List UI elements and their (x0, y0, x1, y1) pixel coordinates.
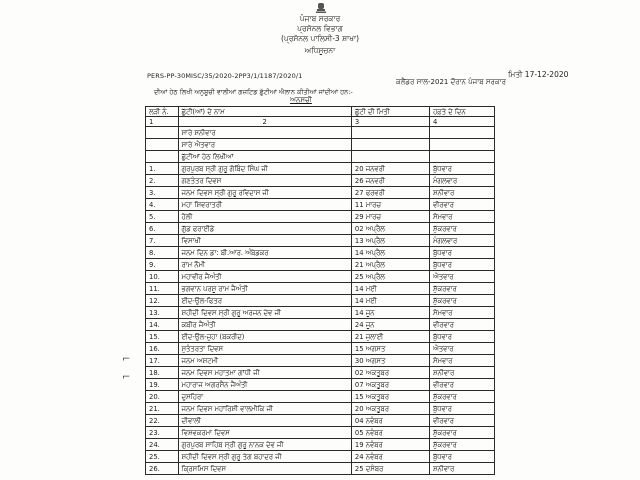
table-row (146, 283, 495, 295)
column-header-serial: ਲੜੀ ਨੰ. (146, 107, 179, 117)
holiday-name-cell: ਕ੍ਰਿਸਮਿਸ ਦਿਵਸ (178, 463, 351, 475)
government-emblem-icon (314, 2, 328, 14)
weekday-cell: ਮੰਗਲਵਾਰ (429, 175, 494, 187)
holiday-name-cell: ਗੁਰਪੁਰਬ ਸਾਹਿਬ ਸ੍ਰੀ ਗੁਰੂ ਨਾਨਕ ਦੇਵ ਜੀ (178, 439, 351, 451)
holiday-name-cell: ਜਨਮ ਅਸ਼ਟਮੀ (178, 355, 351, 367)
holiday-date-cell: 04 ਨਵੰਬਰ (351, 415, 429, 427)
table-row (146, 271, 495, 283)
weekday-cell: ਸ਼ੁੱਕਰਵਾਰ (429, 391, 494, 403)
holiday-date-cell: 30 ਅਗਸਤ (351, 355, 429, 367)
table-row (146, 319, 495, 331)
holiday-name-cell: ਕਬੀਰ ਜੈਅੰਤੀ (178, 319, 351, 331)
holiday-name-cell: ਜਨਮ ਦਿਵਸ ਮਹਾਂਰਿਸ਼ੀ ਵਾਲਮੀਕਿ ਜੀ (178, 403, 351, 415)
serial-cell: 11. (146, 283, 179, 295)
serial-cell: 13. (146, 307, 179, 319)
holiday-name-cell: ਦੁਸਹਿਰਾ (178, 391, 351, 403)
holiday-date-cell: 27 ਫਰਵਰੀ (351, 187, 429, 199)
holiday-name-cell: ਸੁਤੰਤਰਤਾ ਦਿਵਸ (178, 343, 351, 355)
serial-cell: 17. (146, 355, 179, 367)
holiday-date-cell: 02 ਅਪ੍ਰੈਲ (351, 223, 429, 235)
serial-cell: 2. (146, 175, 179, 187)
weekday-cell: ਸ਼ਨੀਵਾਰ (429, 463, 494, 475)
holiday-name-cell: ਵਿਸਾਖੀ (178, 235, 351, 247)
weekday-cell: ਐਤਵਾਰ (429, 343, 494, 355)
serial-cell: 1. (146, 163, 179, 175)
holiday-name-cell: ਸ਼ਹੀਦੀ ਦਿਵਸ ਸ੍ਰੀ ਗੁਰੂ ਤੇਗ ਬਹਾਦਰ ਜੀ (178, 451, 351, 463)
table-header-row (146, 107, 495, 117)
holiday-date-cell: 24 ਜੂਨ (351, 319, 429, 331)
holiday-table (145, 106, 495, 475)
holiday-date-cell: 07 ਅਕਤੂਬਰ (351, 379, 429, 391)
holiday-date-cell: 24 ਨਵੰਬਰ (351, 451, 429, 463)
holiday-date-cell: 29 ਮਾਰਚ (351, 211, 429, 223)
table-row (146, 223, 495, 235)
serial-cell: 16. (146, 343, 179, 355)
note-holidays-below: ਛੁੱਟੀਆਂ ਹੇਠ ਲਿਖੀਆਂ (178, 151, 351, 163)
weekday-cell: ਬੁੱਧਵਾਰ (429, 163, 494, 175)
table-row (146, 175, 495, 187)
weekday-cell: ਬੁੱਧਵਾਰ (429, 259, 494, 271)
weekday-cell: ਬੁੱਧਵਾਰ (429, 451, 494, 463)
serial-cell: 12. (146, 295, 179, 307)
header-notification: ਅਧਿਸੂਚਨਾ (304, 46, 336, 55)
holiday-date-cell: 15 ਅਕਤੂਬਰ (351, 391, 429, 403)
table-row (146, 187, 495, 199)
holiday-date-cell: 02 ਅਕਤੂਬਰ (351, 367, 429, 379)
weekday-cell: ਸੋਮਵਾਰ (429, 211, 494, 223)
holiday-name-cell: ਵਿਸ਼ਵਕਰਮਾ ਦਿਵਸ (178, 427, 351, 439)
weekday-cell: ਸ਼ੁੱਕਰਵਾਰ (429, 427, 494, 439)
holiday-name-cell: ਮਹਾਵੀਰ ਜੈਅੰਤੀ (178, 271, 351, 283)
header-department: ਪ੍ਰਸੋਨਲ ਵਿਭਾਗ (297, 24, 343, 33)
table-row (146, 451, 495, 463)
table-row (146, 379, 495, 391)
weekday-cell: ਬੁੱਧਵਾਰ (429, 331, 494, 343)
column-header-date: ਛੁੱਟੀ ਦੀ ਮਿਤੀ (351, 107, 429, 117)
serial-cell: 3. (146, 187, 179, 199)
serial-cell: 15. (146, 331, 179, 343)
holiday-date-cell: 05 ਨਵੰਬਰ (351, 427, 429, 439)
subtitle: ਦੀਆਂ ਹੇਠ ਲਿਖੀ ਅਨੁਸੂਚੀ ਵਾਲੀਆਂ ਗਜ਼ਟਿਡ ਛੁੱਟੀਆਂ ਐਲਾਨ ਕੀਤੀਆਂ ਜਾਂਦੀਆਂ ਹਨ:- (154, 88, 353, 96)
holiday-date-cell: 21 ਜੁਲਾਈ (351, 331, 429, 343)
weekday-cell: ਸੋਮਵਾਰ (429, 307, 494, 319)
holiday-name-cell: ਭਗਵਾਨ ਪਰਸ਼ੂ ਰਾਮ ਜੈਅੰਤੀ (178, 283, 351, 295)
serial-cell: 18. (146, 367, 179, 379)
holiday-date-cell: 20 ਅਕਤੂਬਰ (351, 403, 429, 415)
weekday-cell: ਐਤਵਾਰ (429, 271, 494, 283)
table-row (146, 343, 495, 355)
holiday-date-cell: 25 ਦਸੰਬਰ (351, 463, 429, 475)
table-row (146, 403, 495, 415)
column-number-row (146, 117, 495, 127)
serial-cell: 22. (146, 415, 179, 427)
holiday-name-cell: ਗੁਰਪੁਰਬ ਸ੍ਰੀ ਗੁਰੂ ਗੋਬਿੰਦ ਸਿੰਘ ਜੀ (178, 163, 351, 175)
holiday-date-cell: 13 ਅਪ੍ਰੈਲ (351, 235, 429, 247)
serial-cell: 25. (146, 451, 179, 463)
serial-cell: 6. (146, 223, 179, 235)
holiday-name-cell: ਸ਼ਹੀਦੀ ਦਿਵਸ ਸ੍ਰੀ ਗੁਰੂ ਅਰਜਨ ਦੇਵ ਜੀ (178, 307, 351, 319)
holiday-date-cell: 14 ਮਈ (351, 295, 429, 307)
serial-cell: 14. (146, 319, 179, 331)
holiday-name-cell: ਜਨਮ ਦਿਵਸ ਮਹਾਤਮਾ ਗਾਂਧੀ ਜੀ (178, 367, 351, 379)
margin-tick-mark: ⌐ (122, 354, 131, 365)
table-row (146, 247, 495, 259)
table-row (146, 211, 495, 223)
notification-date: ਮਿਤੀ 17-12-2020 (508, 70, 569, 79)
holiday-date-cell: 25 ਅਪ੍ਰੈਲ (351, 271, 429, 283)
holiday-date-cell: 14 ਅਪ੍ਰੈਲ (351, 247, 429, 259)
weekday-cell: ਸ਼ੁੱਕਰਵਾਰ (429, 295, 494, 307)
weekday-cell: ਬੁੱਧਵਾਰ (429, 247, 494, 259)
note-row (146, 139, 495, 151)
margin-tick-mark: ⌐ (122, 372, 131, 383)
column-number: 4 (429, 117, 494, 127)
serial-cell: 9. (146, 259, 179, 271)
weekday-cell: ਸ਼ੁੱਕਰਵਾਰ (429, 283, 494, 295)
weekday-cell: ਵੀਰਵਾਰ (429, 319, 494, 331)
serial-cell: 24. (146, 439, 179, 451)
weekday-cell: ਸੋਮਵਾਰ (429, 355, 494, 367)
serial-cell: 10. (146, 271, 179, 283)
holiday-name-cell: ਗਣਤੰਤਰ ਦਿਵਸ (178, 175, 351, 187)
serial-cell: 8. (146, 247, 179, 259)
holiday-name-cell: ਗੁੱਡ ਫਰਾਈਡੇ (178, 223, 351, 235)
weekday-cell: ਸ਼ੁੱਕਰਵਾਰ (429, 223, 494, 235)
serial-cell: 5. (146, 211, 179, 223)
holiday-date-cell: 14 ਮਈ (351, 283, 429, 295)
table-row (146, 259, 495, 271)
holiday-name-cell: ਜਨਮ ਦਿਵਸ ਸ੍ਰੀ ਗੁਰੂ ਰਵਿਦਾਸ ਜੀ (178, 187, 351, 199)
table-row (146, 367, 495, 379)
weekday-cell: ਵੀਰਵਾਰ (429, 199, 494, 211)
header-government: ਪੰਜਾਬ ਸਰਕਾਰ (299, 14, 341, 23)
table-row (146, 295, 495, 307)
serial-cell: 19. (146, 379, 179, 391)
weekday-cell: ਵੀਰਵਾਰ (429, 415, 494, 427)
holiday-date-cell: 26 ਜਨਵਰੀ (351, 175, 429, 187)
note-all-saturdays: ਸਾਰੇ ਸ਼ਨੀਵਾਰ (178, 127, 351, 139)
holiday-name-cell: ਮਹਾਰਾਜ ਅਗਰਸੈਨ ਜੈਅੰਤੀ (178, 379, 351, 391)
note-row (146, 127, 495, 139)
holiday-name-cell: ਰਾਮ ਨੌਮੀ (178, 259, 351, 271)
weekday-cell: ਸ਼ਨੀਵਾਰ (429, 367, 494, 379)
column-number: 1 (146, 117, 179, 127)
title-line: ਕਲੈਂਡਰ ਸਾਲ-2021 ਦੌਰਾਨ ਪੰਜਾਬ ਸਰਕਾਰ (396, 78, 506, 86)
table-row (146, 163, 495, 175)
weekday-cell: ਮੰਗਲਵਾਰ (429, 235, 494, 247)
holiday-date-cell: 20 ਜਨਵਰੀ (351, 163, 429, 175)
table-row (146, 307, 495, 319)
weekday-cell: ਸ਼ਨੀਵਾਰ (429, 187, 494, 199)
weekday-cell: ਵੀਰਵਾਰ (429, 379, 494, 391)
column-header-name: ਛੁੱਟੀ(ਆਂ) ਦੇ ਨਾਮ (178, 107, 351, 117)
holiday-name-cell: ਈਦ-ਉਲ-ਜ਼ੁਹਾ (ਬਕਰੀਦ) (178, 331, 351, 343)
serial-cell: 23. (146, 427, 179, 439)
note-all-sundays: ਸਾਰੇ ਐਤਵਾਰ (178, 139, 351, 151)
holiday-name-cell: ਹੋਲੀ (178, 211, 351, 223)
column-number: 3 (351, 117, 429, 127)
holiday-date-cell: 15 ਅਗਸਤ (351, 343, 429, 355)
holiday-date-cell: 19 ਨਵੰਬਰ (351, 439, 429, 451)
holiday-name-cell: ਦੀਵਾਲੀ (178, 415, 351, 427)
column-header-day: ਹਫ਼ਤੇ ਦੇ ਦਿਨ (429, 107, 494, 117)
serial-cell: 26. (146, 463, 179, 475)
holiday-date-cell: 21 ਅਪ੍ਰੈਲ (351, 259, 429, 271)
note-row (146, 151, 495, 163)
holiday-name-cell: ਜਨਮ ਦਿਨ ਡਾ: ਬੀ.ਆਰ. ਅੰਬੇਡਕਰ (178, 247, 351, 259)
header-branch: (ਪ੍ਰਸੋਨਲ ਪਾਲਿਸੀ-3 ਸ਼ਾਖਾ) (280, 34, 360, 43)
table-row (146, 235, 495, 247)
holiday-date-cell: 14 ਜੂਨ (351, 307, 429, 319)
table-row (146, 199, 495, 211)
table-row (146, 427, 495, 439)
table-row (146, 331, 495, 343)
table-row (146, 415, 495, 427)
schedule-heading: ਅਨੁਸੂਚੀ (290, 96, 312, 104)
column-number: 2 (178, 117, 351, 127)
serial-cell: 21. (146, 403, 179, 415)
table-row (146, 355, 495, 367)
holiday-name-cell: ਈਦ-ਉਲ-ਫਿਤਰ (178, 295, 351, 307)
serial-cell: 7. (146, 235, 179, 247)
serial-cell: 20. (146, 391, 179, 403)
table-row (146, 463, 495, 475)
serial-cell: 4. (146, 199, 179, 211)
table-row (146, 439, 495, 451)
reference-number: PERS-PP-30MISC/35/2020-2PP3/1/1187/2020/1 (147, 72, 303, 80)
holiday-name-cell: ਮਹਾ ਸ਼ਿਵਰਾਤਰੀ (178, 199, 351, 211)
table-row (146, 391, 495, 403)
holiday-date-cell: 11 ਮਾਰਚ (351, 199, 429, 211)
weekday-cell: ਬੁੱਧਵਾਰ (429, 403, 494, 415)
weekday-cell: ਸ਼ੁੱਕਰਵਾਰ (429, 439, 494, 451)
